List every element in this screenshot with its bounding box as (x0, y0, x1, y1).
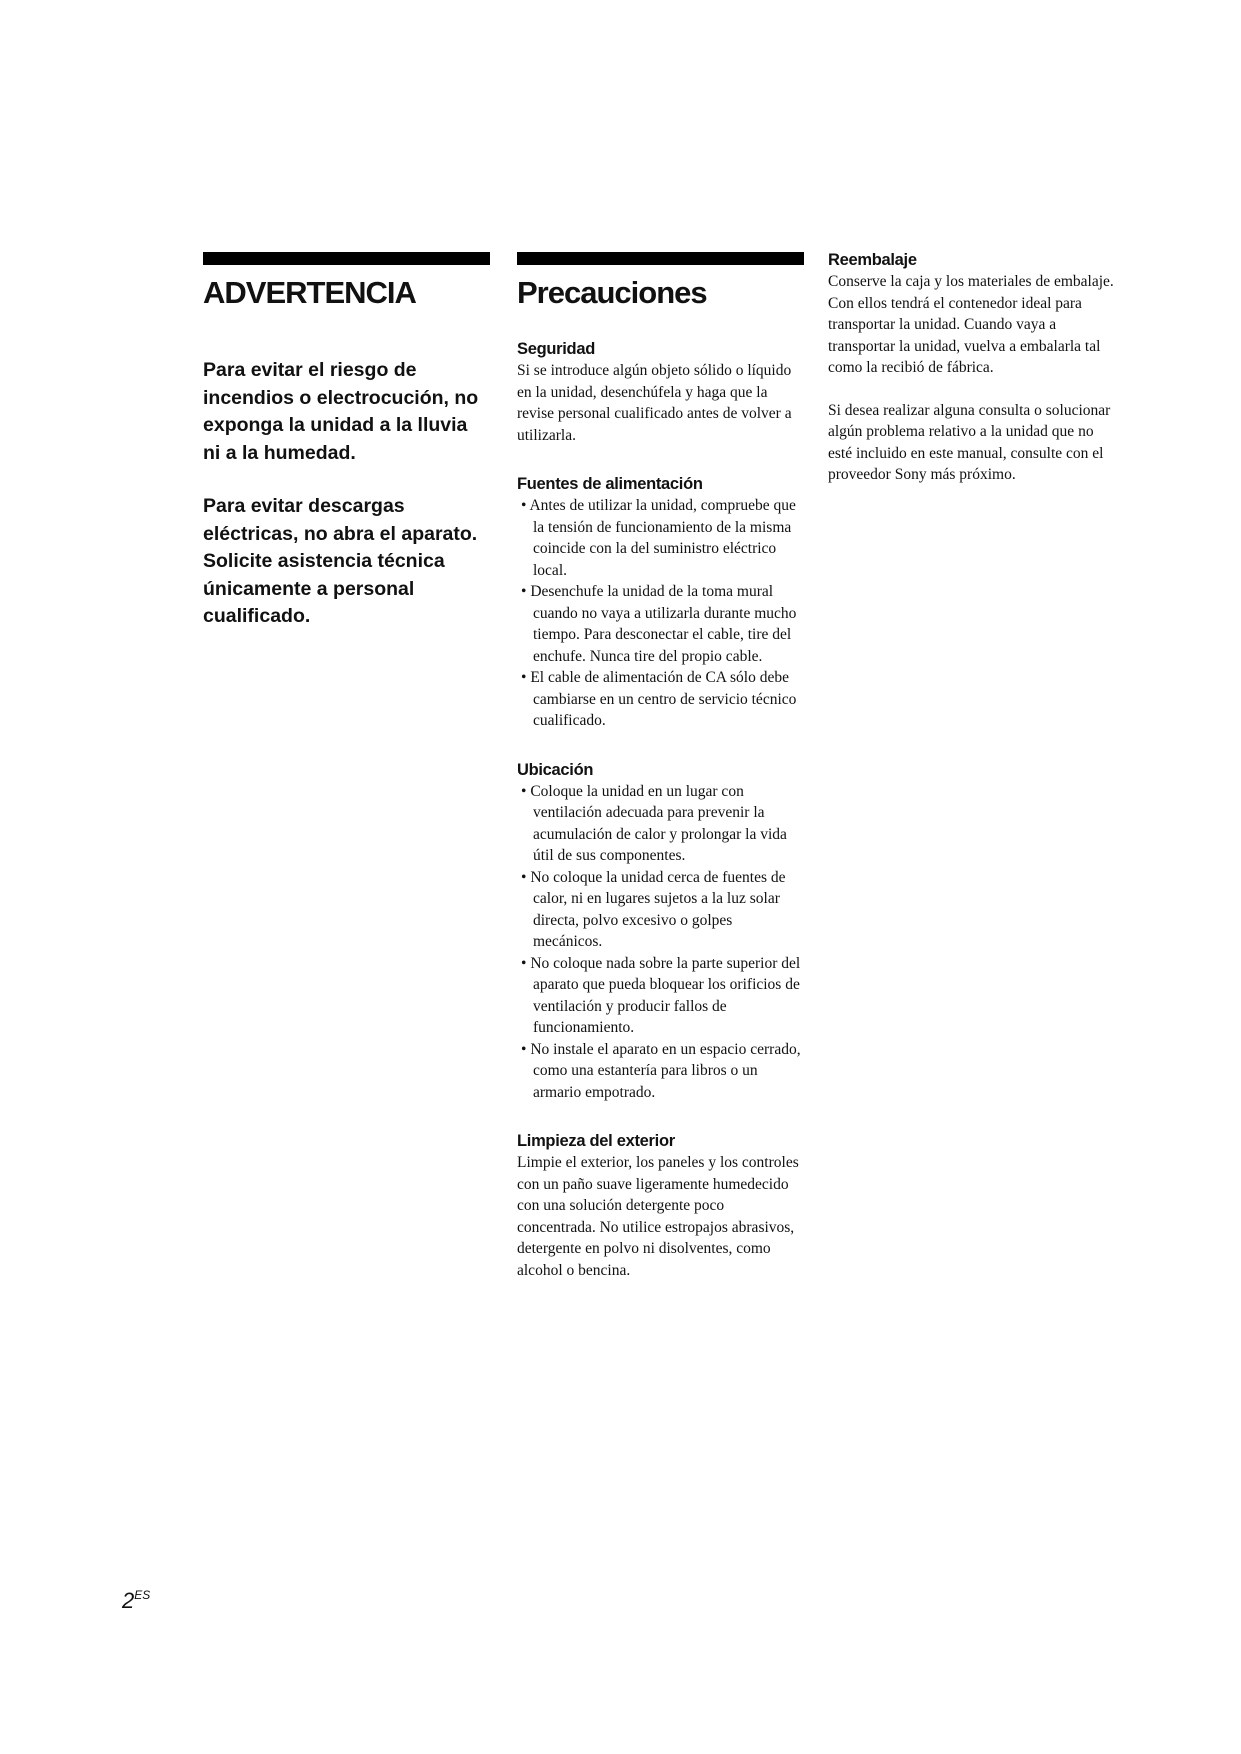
list-item: • El cable de alimentación de CA sólo debe cambiarse en un centro de servicio técnico cualificado. (517, 667, 804, 732)
page-number-value: 2 (122, 1588, 135, 1613)
advertencia-column (203, 252, 490, 631)
reembalaje-column (828, 250, 1118, 486)
list-item: • No coloque nada sobre la parte superior del aparato que pueda bloquear los orificios de ventilación y producir fallos de funcionamiento. (517, 953, 804, 1039)
limpieza-section (517, 1131, 804, 1281)
seguridad-heading: Seguridad (517, 340, 595, 358)
limpieza-text: Limpie el exterior, los paneles y los controles con un paño suave ligeramente humedecido con una solución detergente poco concentrada. No utilice estropajos abrasivos, detergente en polvo ni disolventes, como alcohol o bencina. (517, 1154, 799, 1279)
seguridad-text: Si se introduce algún objeto sólido o líquido en la unidad, desenchúfela y haga que la revise personal cualificado antes de volver a utilizarla. (517, 362, 792, 444)
warning-fire: Para evitar el riesgo de incendios o electrocución, no exponga la unidad a la lluvia ni a la humedad. (203, 359, 479, 464)
reembalaje-text: Conserve la caja y los materiales de embalaje. Con ellos tendrá el contenedor ideal para transportar la unidad. Cuando vaya a transportar la unidad, vuelva a embalarla tal como la recibió de fábrica. (828, 273, 1114, 376)
seguridad-section (517, 339, 804, 446)
ubicacion-list (517, 781, 804, 1104)
fuentes-section (517, 474, 804, 732)
list-item: • No instale el aparato en un espacio cerrado, como una estantería para libros o un armario empotrado. (517, 1039, 804, 1104)
list-item: • Desenchufe la unidad de la toma mural cuando no vaya a utilizarla durante mucho tiempo. Para desconectar el cable, tire del enchufe. Nunca tire del propio cable. (517, 581, 804, 667)
warning-shock: Para evitar descargas eléctricas, no abra el aparato. Solicite asistencia técnica únicamente a personal cualificado. (203, 495, 478, 627)
reembalaje-heading: Reembalaje (828, 251, 917, 269)
section-rule (203, 252, 490, 265)
limpieza-heading: Limpieza del exterior (517, 1132, 675, 1150)
advertencia-title: ADVERTENCIA (203, 275, 416, 310)
section-rule (517, 252, 804, 265)
consulta-text: Si desea realizar alguna consulta o solucionar algún problema relativo a la unidad que no esté incluido en este manual, consulte con el proveedor Sony más próximo. (828, 401, 1111, 483)
ubicacion-section (517, 760, 804, 1104)
ubicacion-heading: Ubicación (517, 760, 594, 779)
precauciones-title: Precauciones (517, 275, 707, 310)
list-item: • Antes de utilizar la unidad, compruebe que la tensión de funcionamiento de la misma coincide con la del suministro eléctrico local. (517, 495, 804, 581)
fuentes-list (517, 495, 804, 732)
fuentes-heading: Fuentes de alimentación (517, 475, 703, 493)
page-language-suffix: ES (134, 1588, 151, 1602)
list-item: • Coloque la unidad en un lugar con ventilación adecuada para prevenir la acumulación de calor y prolongar la vida útil de sus componentes. (517, 781, 804, 867)
precauciones-column (517, 252, 804, 1281)
page-number (122, 1588, 150, 1614)
list-item: • No coloque la unidad cerca de fuentes de calor, ni en lugares sujetos a la luz solar directa, polvo excesivo o golpes mecánicos. (517, 867, 804, 953)
